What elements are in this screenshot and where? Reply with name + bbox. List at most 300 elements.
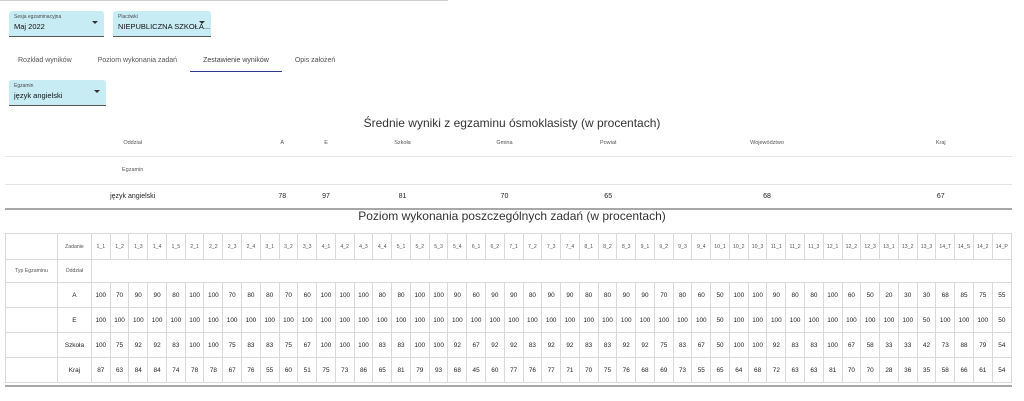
task-value-cell: 100: [786, 308, 805, 333]
task-value-cell: 50: [711, 283, 730, 308]
task-column-header: 5_1: [392, 234, 411, 260]
task-value-cell: 100: [973, 308, 992, 333]
task-value-cell: 68: [636, 358, 655, 383]
task-value-cell: 67: [467, 333, 486, 358]
task-value-cell: 33: [898, 333, 917, 358]
task-value-cell: 100: [654, 308, 673, 333]
task-value-cell: 100: [185, 283, 204, 308]
task-value-cell: 100: [204, 308, 223, 333]
task-value-cell: 75: [654, 333, 673, 358]
task-column-header: 2_3: [223, 234, 242, 260]
task-value-cell: 70: [842, 358, 861, 383]
task-value-cell: 80: [673, 283, 692, 308]
task-value-cell: 58: [861, 333, 880, 358]
row-label: E: [57, 308, 91, 333]
task-value-cell: 84: [148, 358, 167, 383]
task-value-cell: 80: [392, 283, 411, 308]
task-column-header: 4_4: [373, 234, 392, 260]
task-value-cell: 55: [992, 283, 1011, 308]
task-value-cell: 100: [823, 333, 842, 358]
task-column-header: 8_2: [598, 234, 617, 260]
task-value-cell: 54: [992, 333, 1011, 358]
exam-select-value: język angielski: [14, 91, 63, 100]
task-value-cell: 45: [467, 358, 486, 383]
summary-table: [5, 131, 1012, 208]
task-value-cell: 80: [598, 283, 617, 308]
task-value-cell: 100: [729, 283, 748, 308]
summary-card: [5, 131, 1012, 209]
task-column-header: 11_3: [804, 234, 823, 260]
task-value-cell: 100: [542, 308, 561, 333]
summary-header-cell: Gmina: [496, 140, 513, 147]
task-value-cell: 100: [955, 308, 974, 333]
task-column-header: 7_3: [542, 234, 561, 260]
task-value-cell: 90: [542, 283, 561, 308]
summary-value-cell: 97: [304, 184, 348, 208]
summary-header-cell: Oddział: [123, 140, 142, 147]
dropdown-arrow-icon: [94, 90, 100, 93]
tab-1[interactable]: Poziom wykonania zadań: [97, 57, 178, 64]
task-column-header: 9_1: [636, 234, 655, 260]
tab-2[interactable]: Zestawienie wyników: [190, 52, 282, 72]
task-value-cell: 100: [523, 308, 542, 333]
task-column-header: 4_1: [317, 234, 336, 260]
task-value-cell: 79: [410, 358, 429, 383]
task-column-header: 2_2: [204, 234, 223, 260]
task-value-cell: 30: [898, 283, 917, 308]
task-value-cell: 100: [748, 308, 767, 333]
task-column-header: 12_3: [861, 234, 880, 260]
task-value-cell: 50: [992, 308, 1011, 333]
task-value-cell: 75: [317, 358, 336, 383]
task-value-cell: 70: [110, 283, 129, 308]
task-value-cell: 66: [955, 358, 974, 383]
task-column-header: 2_1: [185, 234, 204, 260]
task-column-header: 6_1: [467, 234, 486, 260]
task-value-cell: 67: [692, 333, 711, 358]
task-column-header: 3_2: [279, 234, 298, 260]
task-value-cell: 100: [354, 333, 373, 358]
tab-bar: [5, 52, 348, 72]
task-value-cell: 61: [973, 358, 992, 383]
task-value-cell: 81: [392, 358, 411, 383]
task-value-cell: 100: [260, 308, 279, 333]
task-value-cell: 81: [823, 358, 842, 383]
divider: [5, 385, 1012, 387]
task-value-cell: 64: [729, 358, 748, 383]
task-value-cell: 100: [880, 308, 899, 333]
task-value-cell: 100: [91, 308, 110, 333]
task-column-header: 3_1: [260, 234, 279, 260]
task-value-cell: 100: [298, 308, 317, 333]
task-column-header: 13_2: [898, 234, 917, 260]
summary-row-label: język angielski: [5, 184, 260, 208]
task-value-cell: 75: [223, 333, 242, 358]
task-value-cell: 100: [204, 333, 223, 358]
row-type-cell: [6, 308, 58, 333]
summary-header-cell: Powiat: [599, 140, 617, 147]
task-column-header: 13_1: [880, 234, 899, 260]
task-value-cell: 88: [955, 333, 974, 358]
task-value-cell: 87: [91, 358, 110, 383]
task-value-cell: 80: [166, 283, 185, 308]
tasks-type-header: Typ Egzaminu: [6, 260, 58, 283]
task-value-cell: 100: [804, 308, 823, 333]
task-value-cell: 75: [110, 333, 129, 358]
task-value-cell: 20: [880, 283, 899, 308]
task-value-cell: 73: [673, 358, 692, 383]
task-value-cell: 67: [842, 333, 861, 358]
task-value-cell: 100: [748, 283, 767, 308]
tasks-class-header: Oddział: [57, 260, 91, 283]
task-value-cell: 100: [410, 283, 429, 308]
task-column-header: 10_3: [748, 234, 767, 260]
task-value-cell: 51: [298, 358, 317, 383]
row-label: A: [57, 283, 91, 308]
task-value-cell: 100: [936, 308, 955, 333]
task-value-cell: 60: [467, 283, 486, 308]
task-value-cell: 92: [636, 333, 655, 358]
task-value-cell: 100: [354, 283, 373, 308]
task-value-cell: 100: [354, 308, 373, 333]
task-value-cell: 83: [373, 333, 392, 358]
task-value-cell: 92: [129, 333, 148, 358]
task-value-cell: 80: [786, 283, 805, 308]
task-value-cell: 70: [654, 283, 673, 308]
summary-title: Średnie wyniki z egzaminu ósmoklasisty (w procentach): [363, 116, 661, 130]
task-value-cell: 83: [166, 333, 185, 358]
task-value-cell: 100: [317, 333, 336, 358]
task-value-cell: 79: [973, 333, 992, 358]
task-value-cell: 83: [523, 333, 542, 358]
school-select[interactable]: [113, 11, 211, 37]
task-value-cell: 76: [617, 358, 636, 383]
task-value-cell: 100: [410, 333, 429, 358]
top-divider: [0, 0, 448, 1]
task-value-cell: 84: [129, 358, 148, 383]
summary-value-cell: 81: [348, 184, 457, 208]
task-value-cell: 83: [786, 333, 805, 358]
task-value-cell: 100: [692, 308, 711, 333]
task-value-cell: 92: [448, 333, 467, 358]
task-value-cell: 80: [260, 283, 279, 308]
task-value-cell: 75: [598, 358, 617, 383]
task-value-cell: 100: [110, 308, 129, 333]
task-value-cell: 100: [673, 308, 692, 333]
task-value-cell: 65: [711, 358, 730, 383]
task-column-header: 9_3: [673, 234, 692, 260]
row-label: Szkoła: [57, 333, 91, 358]
school-select-label: Placówki: [118, 14, 138, 20]
task-value-cell: 90: [617, 283, 636, 308]
task-value-cell: 100: [504, 308, 523, 333]
task-value-cell: 73: [936, 333, 955, 358]
task-value-cell: 90: [485, 283, 504, 308]
task-column-header: 7_1: [504, 234, 523, 260]
task-value-cell: 78: [185, 358, 204, 383]
task-value-cell: 100: [617, 308, 636, 333]
task-value-cell: 78: [204, 358, 223, 383]
tasks-header-row: [6, 234, 1012, 260]
task-value-cell: 100: [317, 308, 336, 333]
task-value-cell: 83: [598, 333, 617, 358]
summary-value-cell: 65: [552, 184, 665, 208]
task-value-cell: 100: [335, 308, 354, 333]
task-value-cell: 92: [504, 333, 523, 358]
summary-value-cell: 67: [870, 184, 1013, 208]
task-value-cell: 100: [861, 308, 880, 333]
task-column-header: 1_4: [148, 234, 167, 260]
task-value-cell: 100: [410, 308, 429, 333]
summary-value-cell: 68: [665, 184, 870, 208]
session-select[interactable]: [9, 11, 104, 37]
task-value-cell: 100: [91, 333, 110, 358]
task-value-cell: 70: [223, 283, 242, 308]
task-value-cell: 85: [955, 283, 974, 308]
task-value-cell: 100: [185, 308, 204, 333]
task-value-cell: 92: [542, 333, 561, 358]
task-value-cell: 60: [692, 283, 711, 308]
task-value-cell: 75: [973, 283, 992, 308]
task-value-cell: 68: [748, 358, 767, 383]
task-value-cell: 100: [429, 308, 448, 333]
task-value-cell: 80: [523, 283, 542, 308]
task-value-cell: 100: [729, 333, 748, 358]
task-value-cell: 100: [129, 308, 148, 333]
task-column-header: 12_2: [842, 234, 861, 260]
tasks-table: [5, 233, 1012, 383]
task-value-cell: 100: [636, 308, 655, 333]
task-column-header: 13_3: [917, 234, 936, 260]
task-value-cell: 83: [392, 333, 411, 358]
task-column-header: 1_3: [129, 234, 148, 260]
task-value-cell: 33: [880, 333, 899, 358]
tasks-corner-task: Zadanie: [57, 234, 91, 260]
task-value-cell: 100: [579, 308, 598, 333]
task-value-cell: 74: [166, 358, 185, 383]
task-column-header: 7_2: [523, 234, 542, 260]
task-value-cell: 100: [148, 308, 167, 333]
task-value-cell: 100: [767, 308, 786, 333]
task-value-cell: 70: [279, 283, 298, 308]
task-value-cell: 100: [823, 283, 842, 308]
task-value-cell: 100: [392, 308, 411, 333]
task-value-cell: 83: [804, 333, 823, 358]
task-value-cell: 90: [561, 283, 580, 308]
task-value-cell: 90: [129, 283, 148, 308]
task-value-cell: 70: [579, 358, 598, 383]
task-value-cell: 100: [335, 283, 354, 308]
summary-header-cell: Województwo: [750, 140, 784, 147]
task-value-cell: 100: [561, 308, 580, 333]
row-type-cell: [6, 333, 58, 358]
task-value-cell: 28: [880, 358, 899, 383]
task-value-cell: 63: [786, 358, 805, 383]
task-value-cell: 54: [992, 358, 1011, 383]
summary-header-cell: Szkoła: [394, 140, 411, 147]
task-column-header: 14_T: [936, 234, 955, 260]
task-value-cell: 70: [861, 358, 880, 383]
task-value-cell: 68: [448, 358, 467, 383]
task-value-cell: 77: [542, 358, 561, 383]
task-column-header: 1_2: [110, 234, 129, 260]
task-column-header: 9_4: [692, 234, 711, 260]
school-select-value: NIEPUBLICZNA SZKOŁA...: [118, 22, 211, 31]
tasks-subheader-row: [6, 260, 1012, 283]
task-value-cell: 100: [91, 283, 110, 308]
task-value-cell: 50: [917, 308, 936, 333]
task-value-cell: 71: [561, 358, 580, 383]
task-value-cell: 60: [279, 358, 298, 383]
task-value-cell: 100: [279, 308, 298, 333]
task-value-cell: 92: [767, 333, 786, 358]
task-column-header: 1_5: [166, 234, 185, 260]
task-value-cell: 90: [448, 283, 467, 308]
row-label: Kraj: [57, 358, 91, 383]
task-value-cell: 60: [842, 283, 861, 308]
task-column-header: 5_2: [410, 234, 429, 260]
task-value-cell: 76: [523, 358, 542, 383]
task-value-cell: 55: [260, 358, 279, 383]
summary-header-cell: E: [324, 140, 328, 147]
task-column-header: 3_3: [298, 234, 317, 260]
task-value-cell: 50: [711, 308, 730, 333]
task-value-cell: 67: [298, 333, 317, 358]
task-value-cell: 100: [317, 283, 336, 308]
table-row: [6, 283, 1012, 308]
table-row: [6, 308, 1012, 333]
task-value-cell: 100: [223, 308, 242, 333]
task-column-header: 10_1: [711, 234, 730, 260]
task-column-header: 14_2: [973, 234, 992, 260]
task-value-cell: 69: [654, 358, 673, 383]
task-value-cell: 63: [110, 358, 129, 383]
task-column-header: 7_4: [561, 234, 580, 260]
tasks-subheader-blank: [91, 260, 1011, 283]
task-value-cell: 90: [636, 283, 655, 308]
task-value-cell: 93: [429, 358, 448, 383]
task-value-cell: 92: [617, 333, 636, 358]
task-column-header: 6_2: [485, 234, 504, 260]
task-value-cell: 65: [373, 358, 392, 383]
task-value-cell: 55: [692, 358, 711, 383]
task-value-cell: 100: [467, 308, 486, 333]
task-value-cell: 83: [260, 333, 279, 358]
task-value-cell: 58: [936, 358, 955, 383]
task-value-cell: 73: [335, 358, 354, 383]
task-value-cell: 63: [804, 358, 823, 383]
task-column-header: 4_2: [335, 234, 354, 260]
task-value-cell: 77: [504, 358, 523, 383]
exam-select[interactable]: [9, 80, 106, 106]
row-type-cell: [6, 358, 58, 383]
session-select-label: Sesja egzaminacyjna: [14, 14, 62, 20]
task-value-cell: 86: [354, 358, 373, 383]
tasks-card: [5, 233, 1012, 385]
task-value-cell: 72: [767, 358, 786, 383]
task-value-cell: 42: [917, 333, 936, 358]
task-value-cell: 30: [917, 283, 936, 308]
task-column-header: 10_2: [729, 234, 748, 260]
task-column-header: 4_3: [354, 234, 373, 260]
summary-subheader: Egzamin: [5, 156, 260, 184]
task-value-cell: 100: [898, 308, 917, 333]
task-value-cell: 68: [936, 283, 955, 308]
task-value-cell: 100: [185, 333, 204, 358]
task-column-header: 14_S: [955, 234, 974, 260]
task-value-cell: 90: [504, 283, 523, 308]
task-value-cell: 100: [335, 333, 354, 358]
task-value-cell: 80: [804, 283, 823, 308]
task-value-cell: 35: [917, 358, 936, 383]
task-value-cell: 100: [748, 333, 767, 358]
task-column-header: 11_1: [767, 234, 786, 260]
task-value-cell: 92: [148, 333, 167, 358]
task-value-cell: 80: [242, 283, 261, 308]
task-column-header: 1_1: [91, 234, 110, 260]
task-column-header: 9_2: [654, 234, 673, 260]
task-column-header: 11_2: [786, 234, 805, 260]
task-value-cell: 80: [579, 283, 598, 308]
summary-header-cell: A: [280, 140, 285, 147]
task-value-cell: 50: [711, 333, 730, 358]
task-value-cell: 67: [223, 358, 242, 383]
summary-value-cell: 78: [260, 184, 304, 208]
tab-0[interactable]: Rozkład wyników: [18, 57, 72, 64]
task-value-cell: 75: [279, 333, 298, 358]
exam-select-label: Egzamin: [14, 83, 34, 89]
task-value-cell: 100: [729, 308, 748, 333]
task-value-cell: 50: [861, 283, 880, 308]
tasks-corner: [6, 234, 58, 260]
task-value-cell: 100: [823, 308, 842, 333]
table-row: [6, 333, 1012, 358]
task-column-header: 12_1: [823, 234, 842, 260]
task-value-cell: 90: [767, 283, 786, 308]
task-value-cell: 76: [242, 358, 261, 383]
task-value-cell: 100: [429, 283, 448, 308]
task-column-header: 2_4: [242, 234, 261, 260]
task-value-cell: 100: [242, 308, 261, 333]
task-column-header: 8_3: [617, 234, 636, 260]
task-value-cell: 100: [204, 283, 223, 308]
row-type-cell: [6, 283, 58, 308]
task-value-cell: 90: [148, 283, 167, 308]
dropdown-arrow-icon: [199, 21, 205, 24]
summary-header-cell: Kraj: [935, 140, 946, 147]
task-value-cell: 80: [373, 283, 392, 308]
task-value-cell: 83: [579, 333, 598, 358]
task-value-cell: 100: [842, 308, 861, 333]
task-value-cell: 100: [598, 308, 617, 333]
task-column-header: 14_P: [992, 234, 1011, 260]
task-value-cell: 92: [485, 333, 504, 358]
task-column-header: 5_4: [448, 234, 467, 260]
task-column-header: 8_1: [579, 234, 598, 260]
task-value-cell: 60: [298, 283, 317, 308]
dropdown-arrow-icon: [92, 21, 98, 24]
task-value-cell: 36: [898, 358, 917, 383]
tab-3[interactable]: Opis założeń: [294, 57, 336, 64]
task-value-cell: 92: [561, 333, 580, 358]
task-value-cell: 100: [166, 308, 185, 333]
task-value-cell: 83: [673, 333, 692, 358]
summary-value-cell: 70: [457, 184, 552, 208]
table-row: [6, 358, 1012, 383]
task-value-cell: 100: [485, 308, 504, 333]
session-select-value: Maj 2022: [14, 22, 45, 31]
task-value-cell: 83: [242, 333, 261, 358]
